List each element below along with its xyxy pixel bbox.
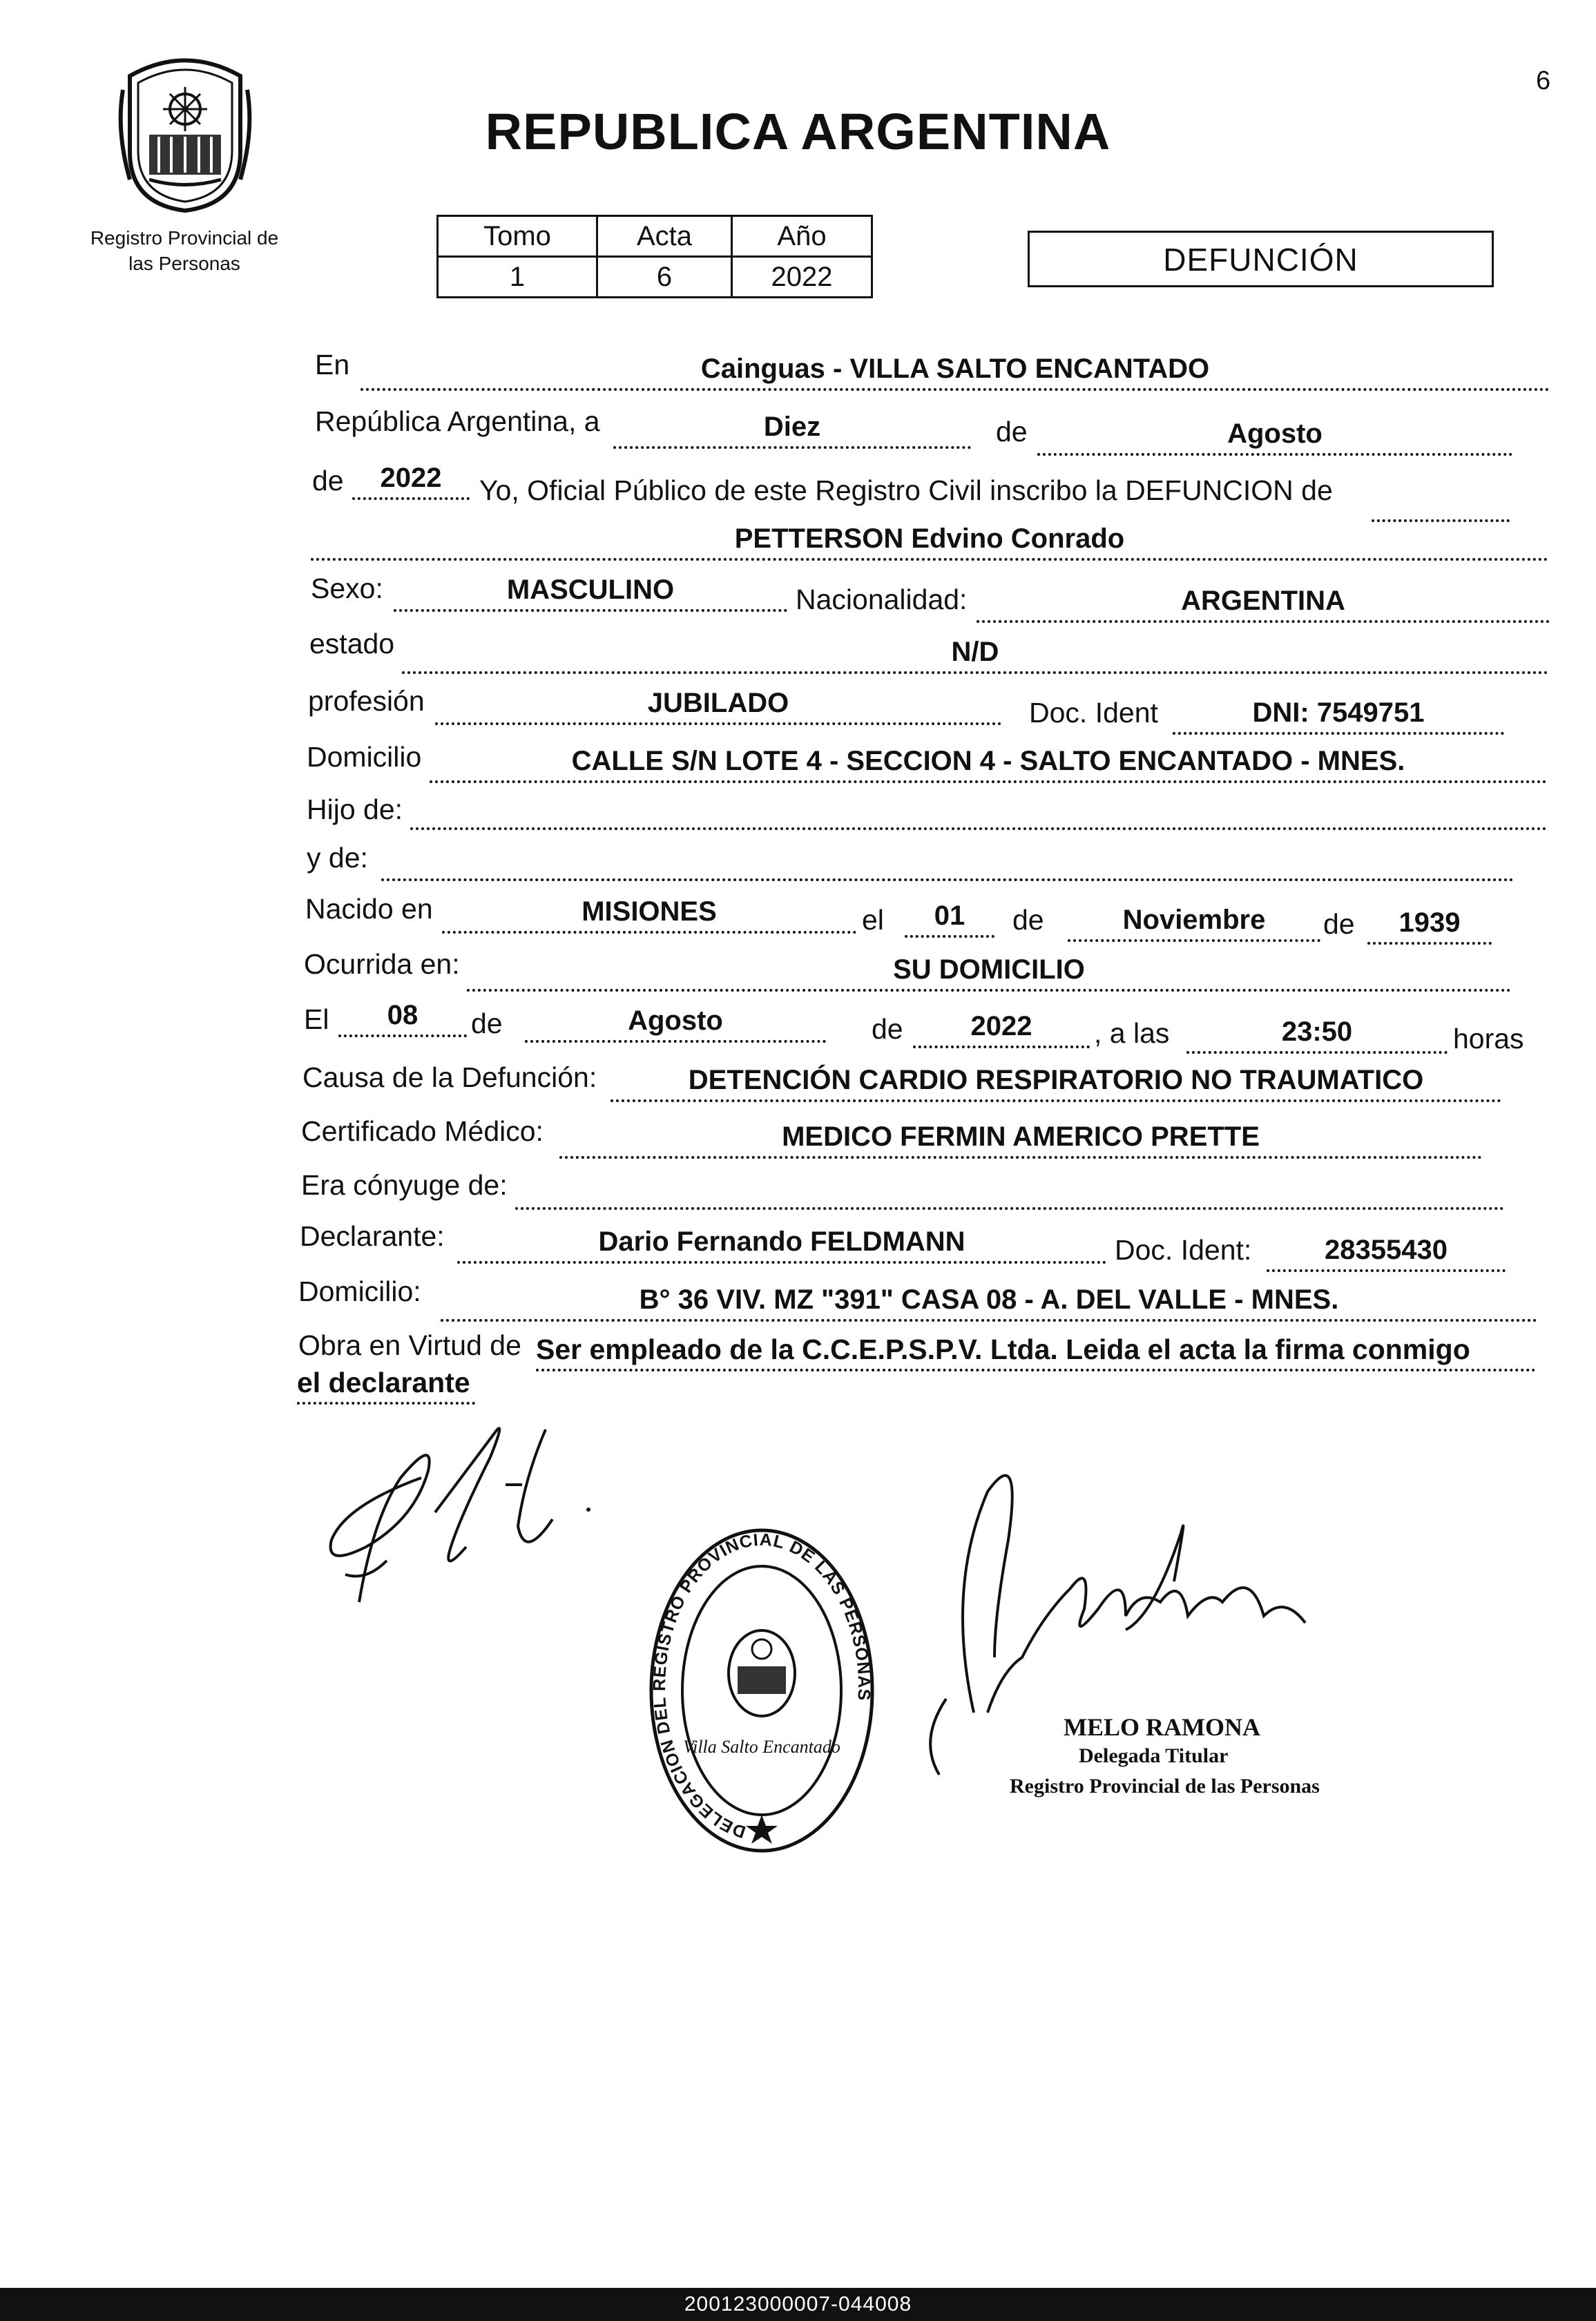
causa-value: DETENCIÓN CARDIO RESPIRATORIO NO TRAUMATICO [610,1066,1501,1102]
official-institution: Registro Provincial de las Personas [1010,1775,1320,1798]
y-de-value [381,845,1514,881]
birth-de1-label: de [1012,904,1044,936]
page-number: 6 [1536,66,1551,95]
causa-label: Causa de la Defunción: [302,1061,597,1093]
tomo-value: 1 [438,257,597,298]
statement-trailing-line [1372,486,1510,522]
sexo-value: MASCULINO [394,576,787,612]
seal-inner-text: Villa Salto Encantado [683,1737,840,1757]
de-label: de [996,416,1028,447]
footer-barcode-bar: 200123000007-044008 [0,2288,1596,2321]
official-seal-icon [648,1525,876,1856]
death-month-value: Agosto [525,1007,826,1043]
seal-ring-text: DELEGACION DEL REGISTRO PROVINCIAL DE LAS PERSONAS [649,1530,874,1842]
birth-month-value: Noviembre [1068,906,1320,942]
place-value: Cainguas - VILLA SALTO ENCANTADO [360,355,1550,391]
ano-header: Año [732,216,872,257]
nacido-en-value: MISIONES [442,898,856,934]
birth-day-value: 01 [905,902,994,938]
doc-ident-label: Doc. Ident [1029,697,1158,729]
death-time-value: 23:50 [1186,1018,1448,1054]
profesion-label: profesión [308,685,425,717]
certificado-label: Certificado Médico: [301,1115,544,1147]
day-value: Diez [613,413,971,449]
death-day-value: 08 [338,1001,467,1037]
declarante-domicilio-label: Domicilio: [298,1275,421,1307]
death-year-value: 2022 [913,1012,1090,1048]
month-value: Agosto [1037,420,1512,456]
conyuge-value [515,1174,1504,1210]
ocurrida-en-label: Ocurrida en: [304,948,460,980]
declarante-doc-label: Doc. Ident: [1115,1234,1252,1266]
birth-de2-label: de [1323,908,1355,940]
horas-label: horas [1453,1023,1524,1054]
republica-label: República Argentina, a [315,405,600,437]
official-name: MELO RAMONA [1064,1713,1260,1741]
reference-table-value-row [438,257,872,298]
hijo-de-value [410,794,1547,830]
ano-value: 2022 [732,257,872,298]
year-value: 2022 [352,464,470,500]
statement-text: Yo, Oficial Público de este Registro Civil inscribo la DEFUNCION de [479,474,1333,506]
nacionalidad-value: ARGENTINA [977,587,1550,623]
obra-line2-value: el declarante [297,1369,475,1405]
deceased-name-value: PETTERSON Edvino Conrado [311,525,1548,561]
nacionalidad-label: Nacionalidad: [796,584,968,615]
reference-table-header-row [438,216,872,257]
registry-caption-line1: Registro Provincial de [90,227,279,249]
declarante-doc-value: 28355430 [1267,1236,1506,1272]
declarante-value: Dario Fernando FELDMANN [457,1228,1106,1264]
estado-value: N/D [402,638,1548,674]
death-de2-label: de [872,1013,903,1045]
doc-ident-value: DNI: 7549751 [1173,699,1504,735]
obra-line1-value: Ser empleado de la C.C.E.P.S.P.V. Ltda. Leida el acta la firma conmigo [536,1336,1536,1371]
year-prefix-label: de [312,465,344,497]
domicilio-value: CALLE S/N LOTE 4 - SECCION 4 - SALTO ENCANTADO - MNES. [430,747,1547,783]
conyuge-label: Era cónyuge de: [301,1169,508,1201]
el-label: el [862,904,884,936]
obra-label: Obra en Virtud de [298,1329,521,1361]
reference-table [436,215,873,298]
estado-label: estado [309,628,395,659]
official-title: Delegada Titular [1079,1744,1229,1767]
birth-year-value: 1939 [1367,909,1492,945]
death-de1-label: de [471,1008,503,1039]
nacido-en-label: Nacido en [305,893,433,925]
country-title: REPUBLICA ARGENTINA [485,103,1111,160]
a-las-label: , a las [1094,1017,1170,1049]
act-type-box: DEFUNCIÓN [1028,231,1494,287]
death-el-label: El [304,1003,329,1035]
en-label: En [315,349,350,381]
declarante-domicilio-value: B° 36 VIV. MZ "391" CASA 08 - A. DEL VALLE - MNES. [441,1286,1537,1322]
tomo-header: Tomo [438,216,597,257]
ocurrida-en-value: SU DOMICILIO [467,956,1511,992]
profesion-value: JUBILADO [435,689,1001,725]
certificado-value: MEDICO FERMIN AMERICO PRETTE [559,1123,1482,1159]
hijo-de-label: Hijo de: [307,793,403,825]
y-de-label: y de: [307,842,368,874]
registry-caption-line2: las Personas [128,253,240,274]
domicilio-label: Domicilio [307,741,422,773]
declarant-signature-icon [318,1416,608,1630]
declarante-label: Declarante: [300,1220,445,1252]
sexo-label: Sexo: [311,572,383,604]
registry-caption [77,225,291,276]
acta-value: 6 [597,257,732,298]
acta-header: Acta [597,216,732,257]
